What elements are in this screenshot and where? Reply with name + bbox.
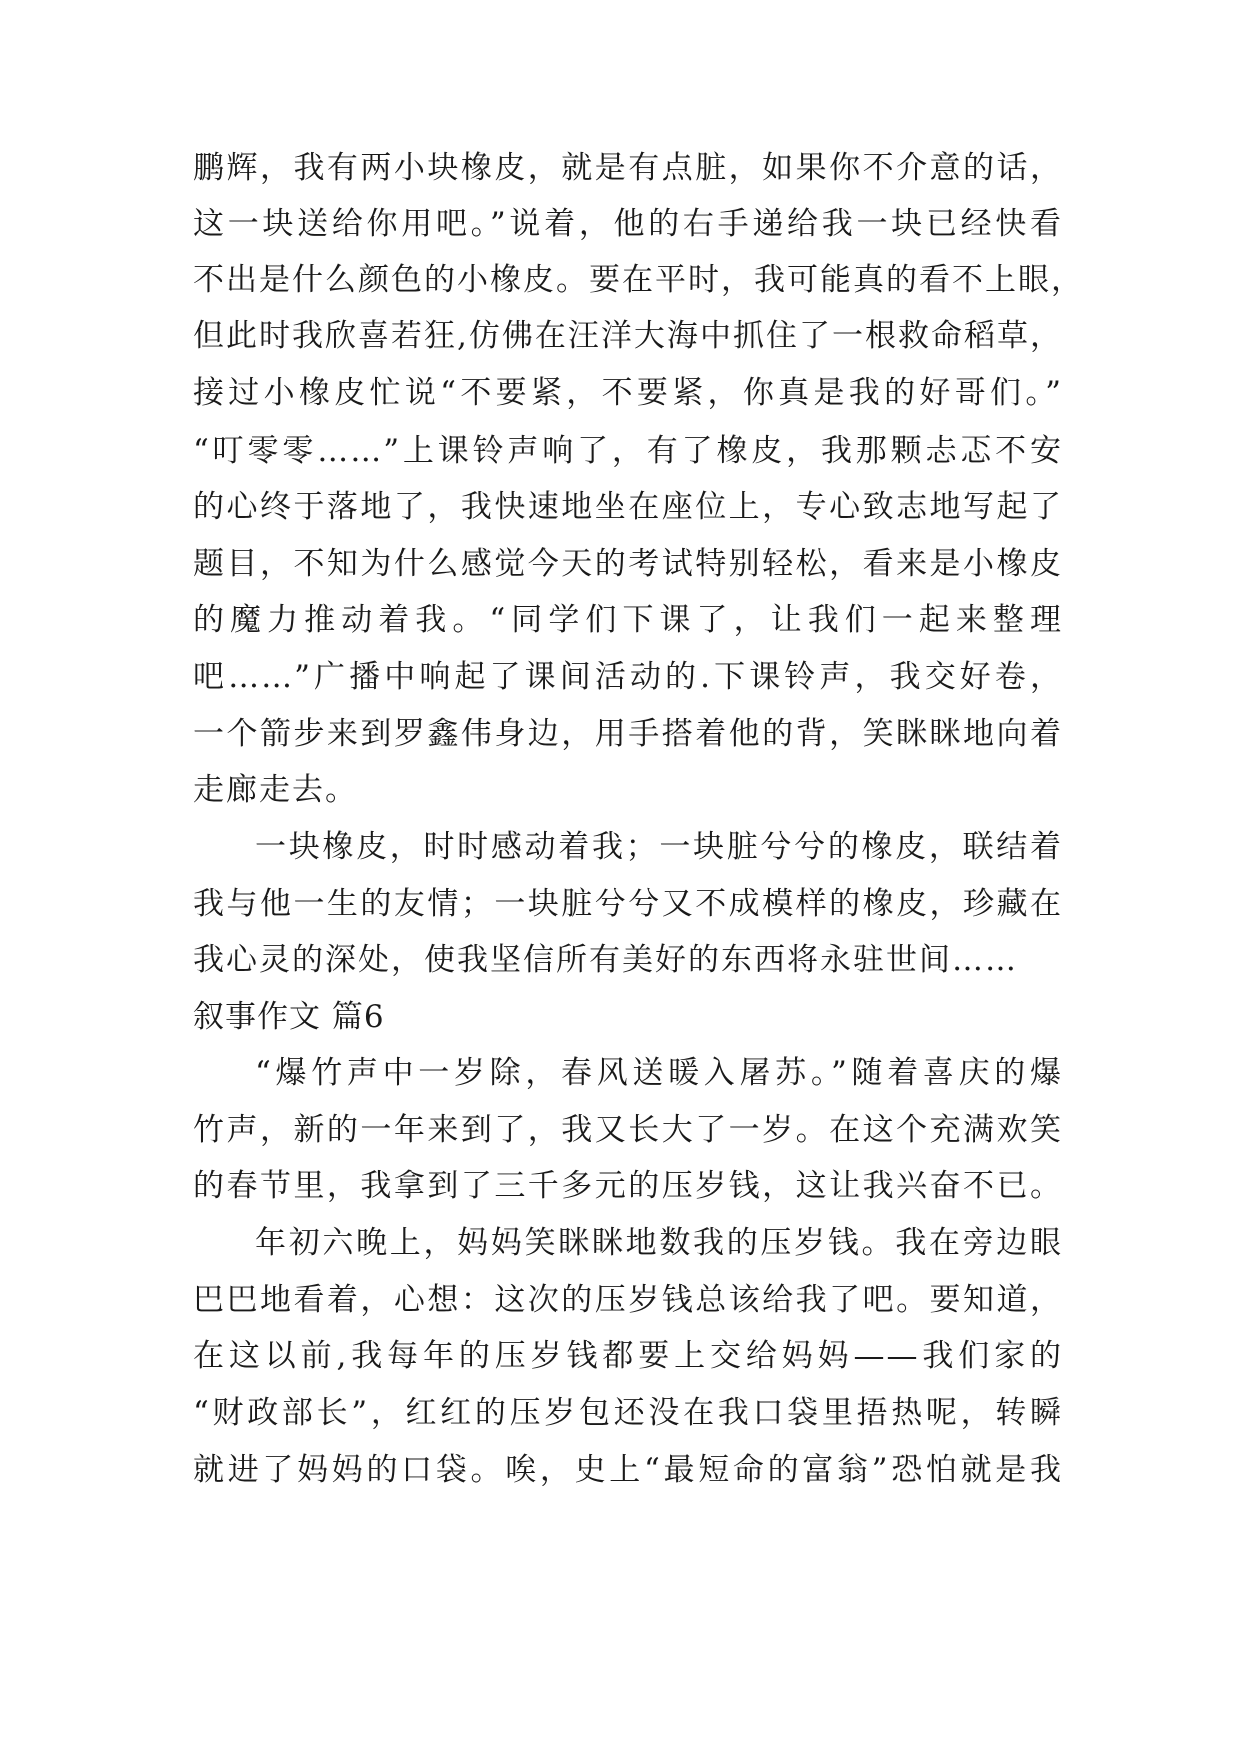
text-line: 我心灵的深处，使我坚信所有美好的东西将永驻世间……	[193, 942, 1018, 978]
paragraph-first-line: “爆竹声中一岁除，春风送暖入屠苏。”随着喜庆的爆	[255, 1055, 1063, 1091]
text-line: 走廊走去。	[193, 772, 358, 808]
text-line: 就进了妈妈的口袋。唉，史上“最短命的富翁”恐怕就是我	[193, 1452, 1063, 1488]
text-line: 题目，不知为什么感觉今天的考试特别轻松，看来是小橡皮	[193, 546, 1063, 582]
paragraph-first-line: 一块橡皮，时时感动着我；一块脏兮兮的橡皮，联结着	[255, 829, 1063, 865]
text-line: 鹏辉，我有两小块橡皮，就是有点脏，如果你不介意的话，	[193, 150, 1063, 186]
text-line: 吧……”广播中响起了课间活动的.下课铃声，我交好卷，	[193, 659, 1063, 695]
text-line: 的春节里，我拿到了三千多元的压岁钱，这让我兴奋不已。	[193, 1168, 1063, 1204]
text-line: “叮零零……”上课铃声响了，有了橡皮，我那颗忐忑不安	[193, 433, 1063, 469]
text-line: 我与他一生的友情；一块脏兮兮又不成模样的橡皮，珍藏在	[193, 886, 1063, 922]
text-line: 的心终于落地了，我快速地坐在座位上，专心致志地写起了	[193, 489, 1063, 525]
text-line: 接过小橡皮忙说“不要紧，不要紧，你真是我的好哥们。”	[193, 375, 1063, 411]
section-heading: 叙事作文 篇6	[193, 999, 385, 1035]
text-line: 巴巴地看着，心想：这次的压岁钱总该给我了吧。要知道，	[193, 1282, 1063, 1318]
text-line: 这一块送给你用吧。”说着，他的右手递给我一块已经快看	[193, 206, 1063, 242]
text-line: 竹声，新的一年来到了，我又长大了一岁。在这个充满欢笑	[193, 1112, 1063, 1148]
text-line: 但此时我欣喜若狂,仿佛在汪洋大海中抓住了一根救命稻草，	[193, 318, 1063, 354]
text-line: 一个箭步来到罗鑫伟身边，用手搭着他的背，笑眯眯地向着	[193, 716, 1063, 752]
text-line: 的魔力推动着我。“同学们下课了，让我们一起来整理	[193, 602, 1063, 638]
paragraph-first-line: 年初六晚上，妈妈笑眯眯地数我的压岁钱。我在旁边眼	[255, 1225, 1063, 1261]
text-line: 不出是什么颜色的小橡皮。要在平时，我可能真的看不上眼，	[193, 262, 1084, 298]
text-line: “财政部长”，红红的压岁包还没在我口袋里捂热呢，转瞬	[193, 1395, 1063, 1431]
text-line: 在这以前,我每年的压岁钱都要上交给妈妈——我们家的	[193, 1338, 1063, 1374]
